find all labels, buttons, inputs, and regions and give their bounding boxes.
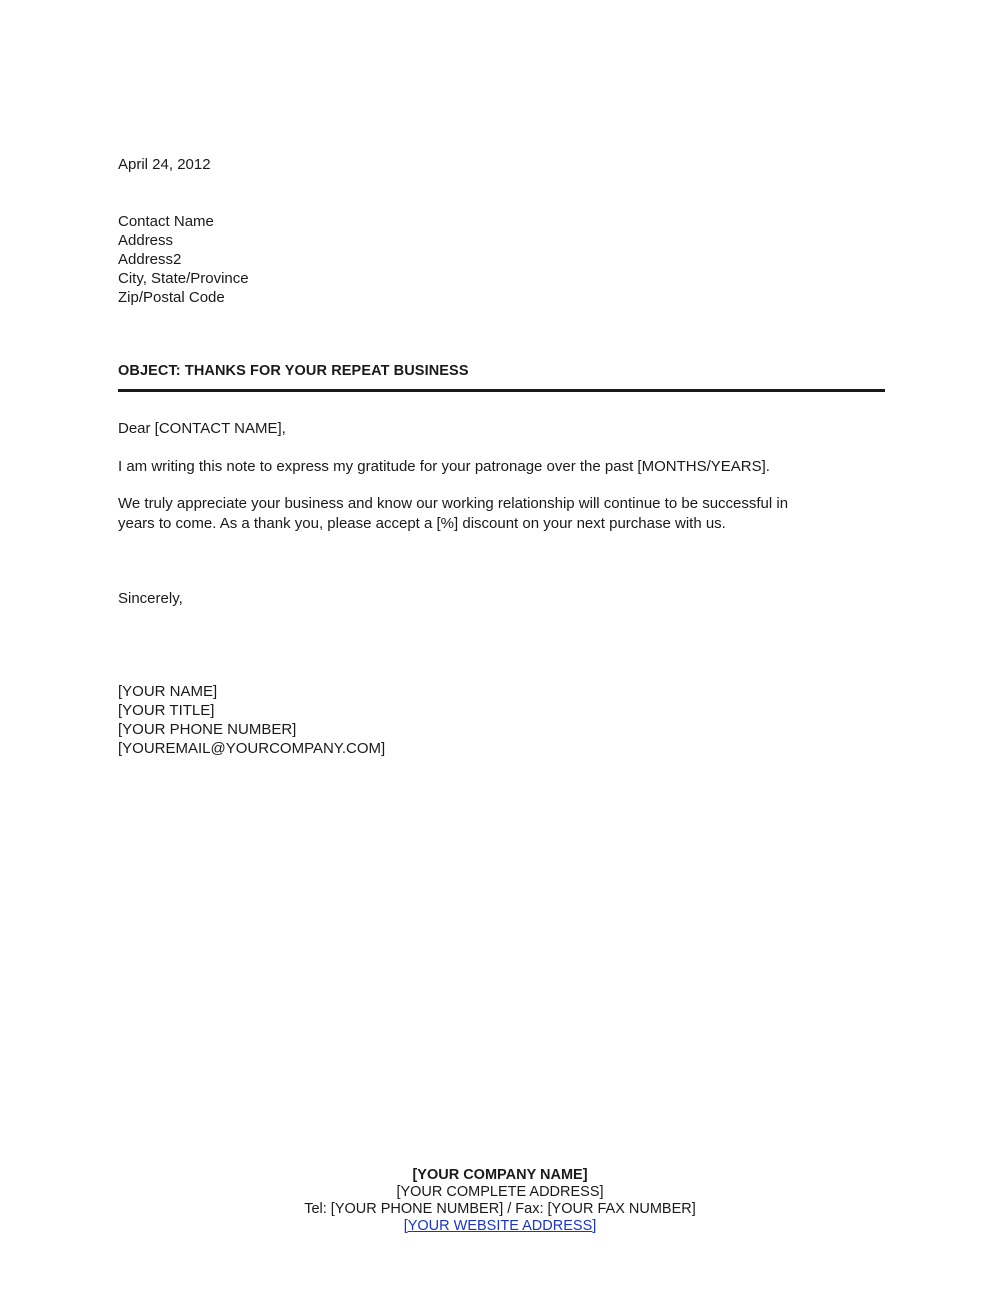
letter-date: April 24, 2012 — [118, 156, 211, 173]
footer-contact: Tel: [YOUR PHONE NUMBER] / Fax: [YOUR FAX NUMBER] — [304, 1201, 696, 1217]
recipient-zip: Zip/Postal Code — [118, 289, 225, 306]
signature-title: [YOUR TITLE] — [118, 702, 215, 719]
signature-name: [YOUR NAME] — [118, 683, 218, 700]
recipient-city-state: City, State/Province — [118, 270, 249, 287]
recipient-address2: Address2 — [118, 251, 182, 268]
signature-block — [118, 682, 385, 758]
paragraph-2-line-1: We truly appreciate your business and know our working relationship will continue to be successful in — [118, 495, 789, 512]
footer-website-link[interactable]: [YOUR WEBSITE ADDRESS] — [403, 1218, 597, 1234]
footer-company-name: [YOUR COMPANY NAME] — [412, 1167, 588, 1183]
signature-phone: [YOUR PHONE NUMBER] — [118, 721, 297, 738]
salutation: Dear [CONTACT NAME], — [118, 420, 286, 437]
recipient-address-block — [118, 212, 249, 307]
paragraph-1: I am writing this note to express my gratitude for your patronage over the past [MONTHS/YEARS]. — [118, 458, 770, 475]
paragraph-2 — [118, 494, 878, 533]
subject-divider — [118, 389, 885, 392]
paragraph-2-line-2: years to come. As a thank you, please accept a [%] discount on your next purchase with us. — [118, 514, 726, 532]
footer-address: [YOUR COMPLETE ADDRESS] — [396, 1184, 604, 1200]
closing: Sincerely, — [118, 590, 183, 607]
signature-email: [YOUREMAIL@YOURCOMPANY.COM] — [118, 740, 386, 757]
letter-subject: OBJECT: THANKS FOR YOUR REPEAT BUSINESS — [118, 363, 469, 379]
letterhead-footer — [0, 1167, 1000, 1235]
recipient-address: Address — [118, 232, 174, 249]
recipient-name: Contact Name — [118, 213, 214, 230]
